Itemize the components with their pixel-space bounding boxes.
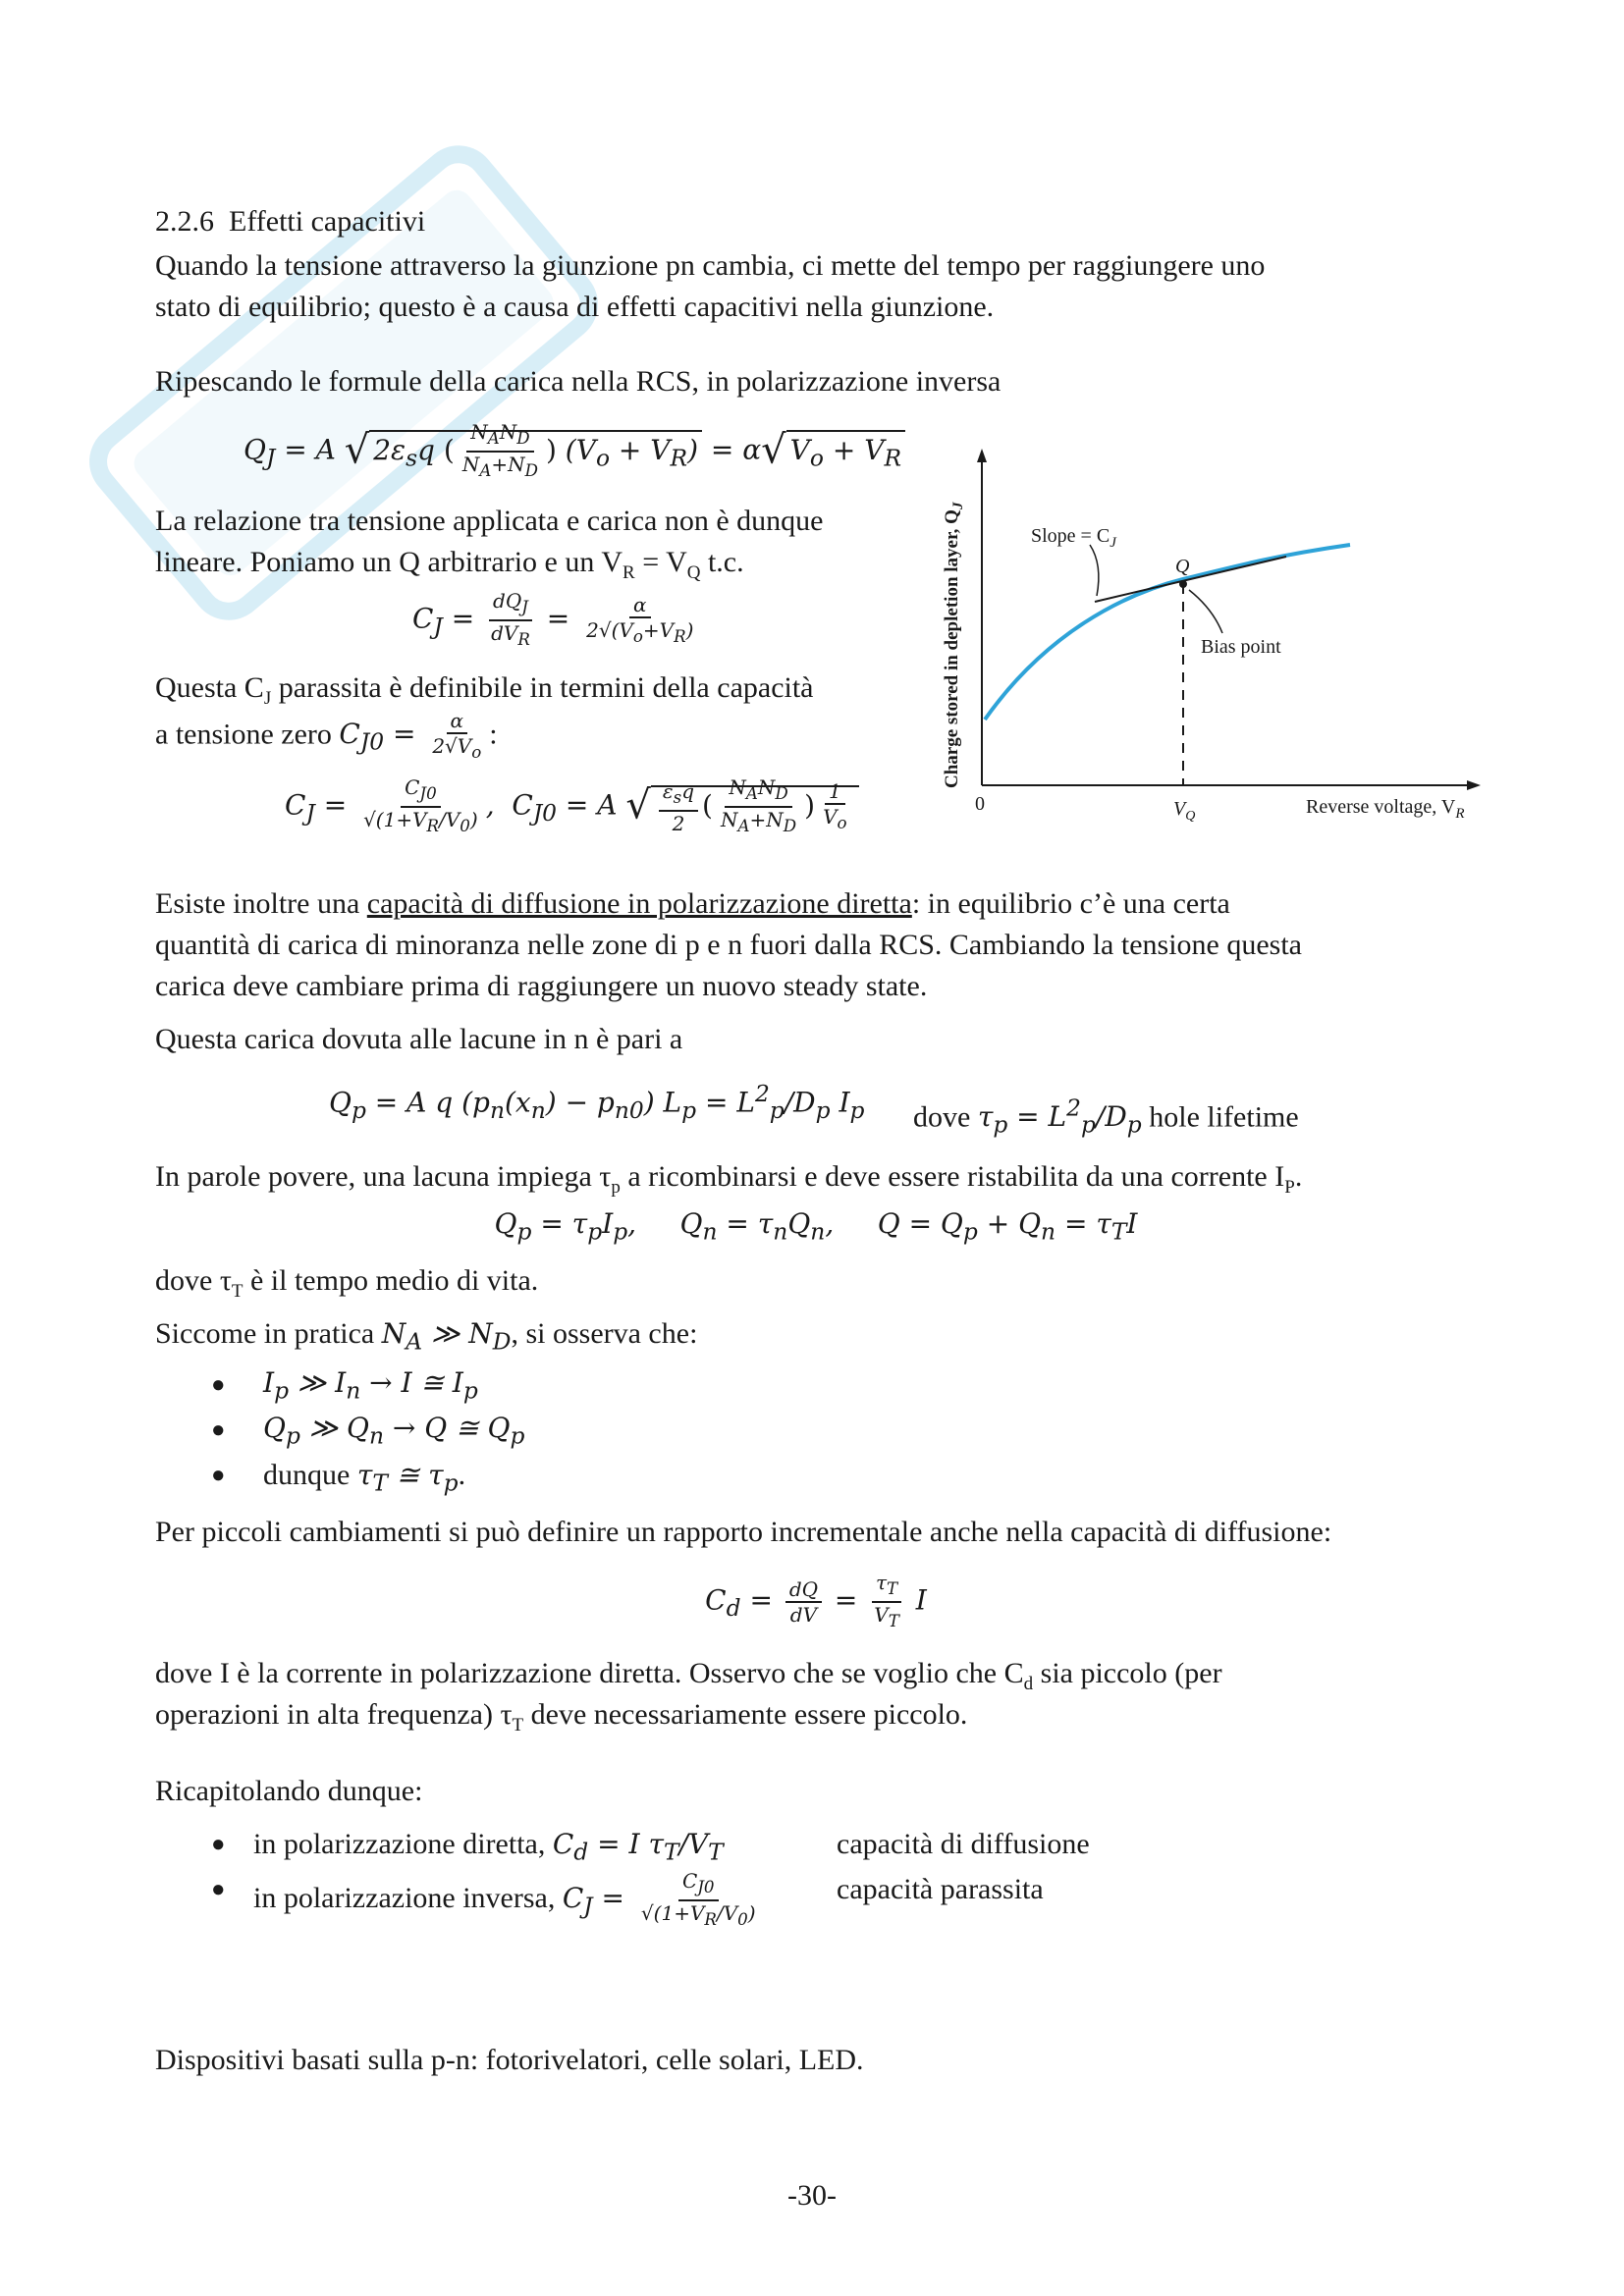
- slope-pointer: [1090, 545, 1099, 596]
- text-run: .: [1294, 1160, 1303, 1193]
- paragraph-line: lineare. Poniamo un Q arbitrario e un $V_R = V_Q$ t.c.: [155, 546, 744, 583]
- summary-label: capacità parassita: [837, 1873, 1044, 1905]
- equation-qj: $Q_J = A$ √ $2\varepsilon_sq$ ( $\frac{N_AN_D}{N_A+N_D}$ ) $(V_o + V_R) = \alpha√$ $V_o + V_R$: [244, 420, 905, 483]
- subscript: P: [1284, 1177, 1295, 1198]
- page-number: -30-: [787, 2179, 837, 2212]
- paragraph-line: Quando la tensione attraverso la giunzione pn cambia, ci mette del tempo per raggiungere uno: [155, 249, 1266, 282]
- text-run: in polarizzazione inversa,: [253, 1881, 556, 1914]
- summary-label: capacità di diffusione: [837, 1828, 1090, 1860]
- subscript: J: [263, 688, 272, 709]
- equation-qp-tail: dove $\tau_p = L^2_p/D_p$ hole lifetime: [913, 1095, 1299, 1139]
- equation-q-total: $Q_p = \tau_pI_p$, $Q_n = \tau_nQ_n$, $Q = Q_p + Q_n = \tau_TI$: [494, 1207, 1138, 1246]
- text-run: in polarizzazione diretta,: [253, 1828, 546, 1860]
- paragraph-line: [155, 1156, 1302, 1208]
- subscript: p: [611, 1177, 621, 1198]
- text-run: Questa C: [155, 671, 264, 704]
- section-title: Effetti capacitivi: [229, 205, 426, 238]
- text-run: lineare. Poniamo un Q arbitrario e un V: [155, 546, 623, 578]
- y-axis-arrow: [977, 449, 987, 462]
- text-run: , si osserva che:: [511, 1317, 698, 1350]
- origin-label: 0: [975, 793, 985, 815]
- paragraph-line: a tensione zero $C_{J0}$ = $\frac{\alpha}{2√V_o}$ :: [155, 709, 498, 762]
- vq-label: $V_Q$: [1173, 798, 1196, 824]
- bullet: ●: [211, 1463, 226, 1488]
- paragraph-line: Dispositivi basati sulla p-n: fotorivelatori, celle solari, LED.: [155, 2044, 864, 2076]
- paragraph-line: stato di equilibrio; questo è a causa di effetti capacitivi nella giunzione.: [155, 291, 995, 323]
- bullet: ●: [211, 1372, 226, 1398]
- bullet: ●: [211, 1832, 226, 1857]
- paragraph-line: [155, 1260, 538, 1312]
- subscript: T: [512, 1715, 524, 1735]
- paragraph-line: Ricapitolando dunque:: [155, 1775, 423, 1807]
- underlined-text: capacità di diffusione in polarizzazione diretta: [366, 887, 912, 920]
- paragraph-line: Ripescando le formule della carica nella RCS, in polarizzazione inversa: [155, 365, 1001, 398]
- subscript: Q: [686, 562, 701, 583]
- equation-cd: $C_d$ = $\frac{dQ}{dV}$ = $\frac{\tau_T}{V_T}$ I: [705, 1571, 927, 1630]
- bullet-item-tau: dunque $\tau_T$ ≅ $\tau_p$.: [263, 1459, 466, 1497]
- subscript: d: [1023, 1674, 1034, 1694]
- x-axis-label: Reverse voltage, $V_R$: [1306, 796, 1465, 822]
- equation-cj0: $C_J$ = $\frac{C_{J0}}{√(1+V_R/V_0)}$ , $C_{J0} = A$ √ $\frac{\varepsilon_sq}{2}$ ( $\frac{N_AN_D}{N_A+N_D}$ ) $\frac{1}{V_o}$: [285, 775, 859, 838]
- slope-label: Slope = $C_J$: [1031, 525, 1116, 551]
- summary-item-inverse: in polarizzazione inversa, $C_J$ = $\frac{C_{J0}}{√(1+V_R/V_0)}$: [253, 1869, 756, 1929]
- charge-curve: [985, 545, 1350, 720]
- paragraph-line: Siccome in pratica $N_A$ ≫ $N_D$, si osserva che:: [155, 1317, 698, 1356]
- text-run: hole lifetime: [1149, 1100, 1299, 1134]
- paragraph-line: Per piccoli cambiamenti si può definire un rapporto incrementale anche nella capacità di diffusione:: [155, 1516, 1332, 1548]
- text-run: dove I è la corrente in polarizzazione diretta. Osservo che se voglio che C: [155, 1657, 1024, 1689]
- section-heading: [155, 201, 425, 242]
- paragraph-line: carica deve cambiare prima di raggiungere un nuovo steady state.: [155, 970, 928, 1002]
- text-run: Siccome in pratica: [155, 1317, 375, 1350]
- text-run: operazioni in alta frequenza) τ: [155, 1698, 513, 1731]
- q-label: Q: [1175, 556, 1190, 577]
- text-run: dove: [913, 1100, 971, 1134]
- equation-cj-derivative: $C_J$ = $\frac{dQ_J}{dV_R}$ = $\frac{\alpha}{2√(V_o+V_R)}$: [412, 589, 694, 649]
- charge-voltage-figure: [928, 447, 1488, 839]
- text-run: a ricombinarsi e deve essere ristabilita da una corrente I: [627, 1160, 1285, 1193]
- paragraph-line: Questa carica dovuta alle lacune in n è pari a: [155, 1023, 683, 1055]
- section-number: 2.2.6: [155, 205, 214, 238]
- text-run: t.c.: [707, 546, 744, 578]
- text-run: è il tempo medio di vita.: [249, 1264, 539, 1297]
- text-run: deve necessariamente essere piccolo.: [530, 1698, 968, 1731]
- paragraph-line: [155, 883, 1230, 925]
- text-run: a tensione zero: [155, 718, 332, 751]
- text-run: sia piccolo (per: [1040, 1657, 1222, 1689]
- bias-point-marker: [1179, 580, 1187, 588]
- paragraph-line: [155, 1694, 967, 1746]
- text-run: : in equilibrio c’è una certa: [911, 887, 1230, 920]
- subscript: T: [231, 1281, 244, 1302]
- y-axis-label: Charge stored in depletion layer, $Q_J$: [942, 502, 966, 788]
- x-axis-arrow: [1467, 780, 1481, 790]
- summary-item-direct: in polarizzazione diretta, $C_d = I$ $\tau_T/V_T$: [253, 1828, 724, 1866]
- paragraph-line: La relazione tra tensione applicata e carica non è dunque: [155, 505, 824, 537]
- bullet-item-charge: $Q_p$ ≫ $Q_n \to Q$ ≅ $Q_p$: [263, 1412, 525, 1450]
- text-run: In parole povere, una lacuna impiega τ: [155, 1160, 612, 1193]
- bullet: ●: [211, 1417, 226, 1443]
- text-run: dunque: [263, 1459, 351, 1491]
- text-run: Esiste inoltre una: [155, 887, 360, 920]
- text-run: parassita è definibile in termini della capacità: [278, 671, 814, 704]
- text-run: dove τ: [155, 1264, 232, 1297]
- paragraph-line: quantità di carica di minoranza nelle zone di p e n fuori dalla RCS. Cambiando la tensione questa: [155, 929, 1302, 961]
- tangent-line: [1095, 557, 1286, 602]
- bullet-item-current: $I_p$ ≫ $I_n \to I$ ≅ $I_p$: [263, 1366, 478, 1405]
- bias-point-label: Bias point: [1201, 636, 1281, 658]
- equation-qp: $Q_p = A$ q $(p_n(x_n) - p_{n0}) L_p = L^2_p/D_p$ $I_p$: [329, 1080, 865, 1124]
- bias-pointer: [1189, 590, 1222, 633]
- bullet: ●: [211, 1877, 226, 1902]
